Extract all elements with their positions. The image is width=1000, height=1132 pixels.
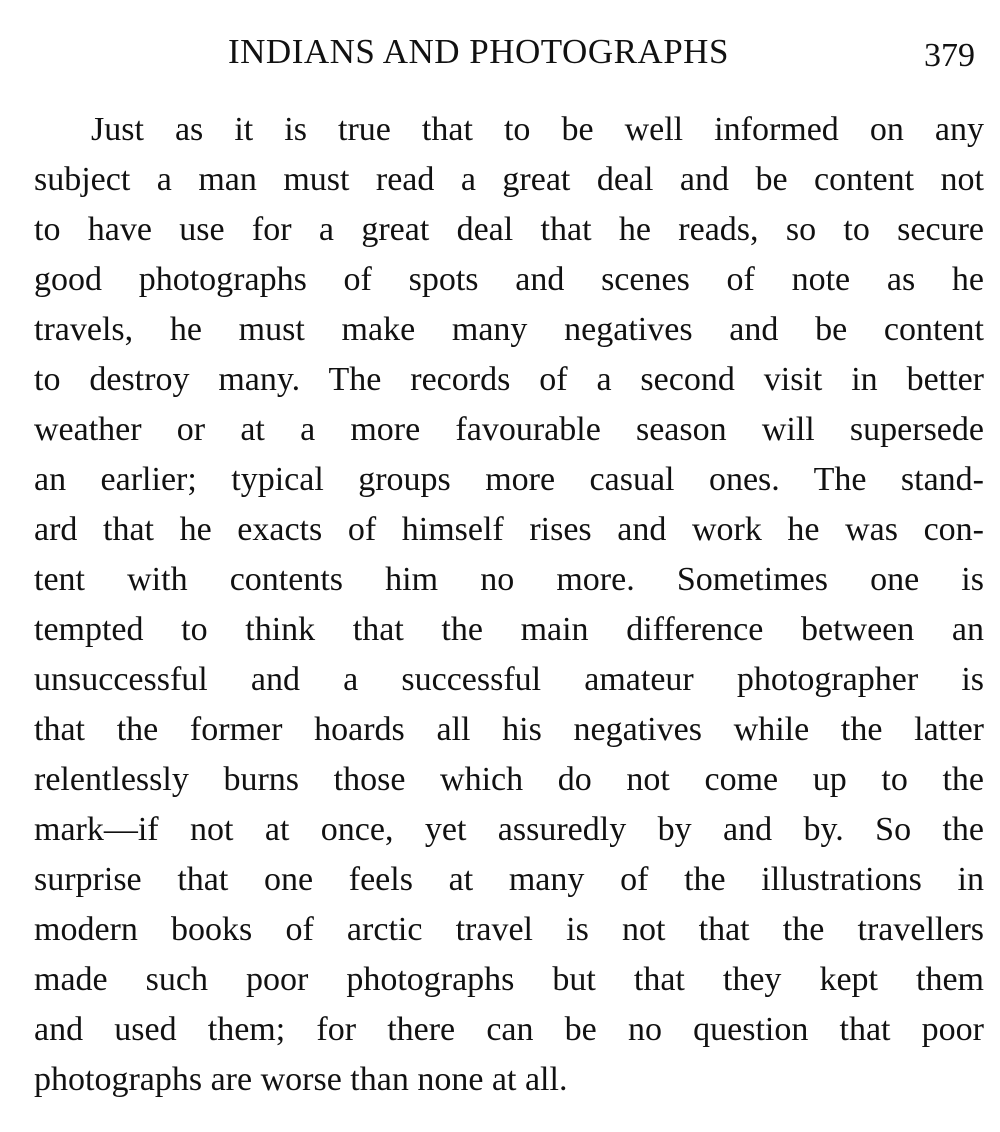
text-line: mark—if not at once, yet assuredly by and by. So the <box>34 811 984 848</box>
text-line: travels, he must make many negatives and be content <box>34 311 984 348</box>
text-line: to destroy many. The records of a second visit in better <box>34 361 984 398</box>
text-line: Just as it is true that to be well informed on any <box>91 111 984 148</box>
text-line: unsuccessful and a successful amateur photographer is <box>34 661 984 698</box>
page-number: 379 <box>924 37 975 74</box>
text-line: good photographs of spots and scenes of note as he <box>34 261 984 298</box>
text-line: subject a man must read a great deal and be content not <box>34 161 984 198</box>
text-line: modern books of arctic travel is not that the travellers <box>34 911 984 948</box>
text-line: an earlier; typical groups more casual ones. The stand- <box>34 461 984 498</box>
text-line: surprise that one feels at many of the illustrations in <box>34 861 984 898</box>
text-line: photographs are worse than none at all. <box>34 1061 568 1098</box>
text-line: ard that he exacts of himself rises and work he was con- <box>34 511 984 548</box>
text-line: made such poor photographs but that they kept them <box>34 961 984 998</box>
text-line: tent with contents him no more. Sometimes one is <box>34 561 984 598</box>
text-line: and used them; for there can be no question that poor <box>34 1011 984 1048</box>
body-paragraph <box>34 105 984 1105</box>
text-line: relentlessly burns those which do not come up to the <box>34 761 984 798</box>
text-line: tempted to think that the main difference between an <box>34 611 984 648</box>
text-line: that the former hoards all his negatives while the latter <box>34 711 984 748</box>
running-title: INDIANS AND PHOTOGRAPHS <box>228 32 729 71</box>
text-line: weather or at a more favourable season will supersede <box>34 411 984 448</box>
text-line: to have use for a great deal that he reads, so to secure <box>34 211 984 248</box>
running-head <box>0 30 1000 74</box>
